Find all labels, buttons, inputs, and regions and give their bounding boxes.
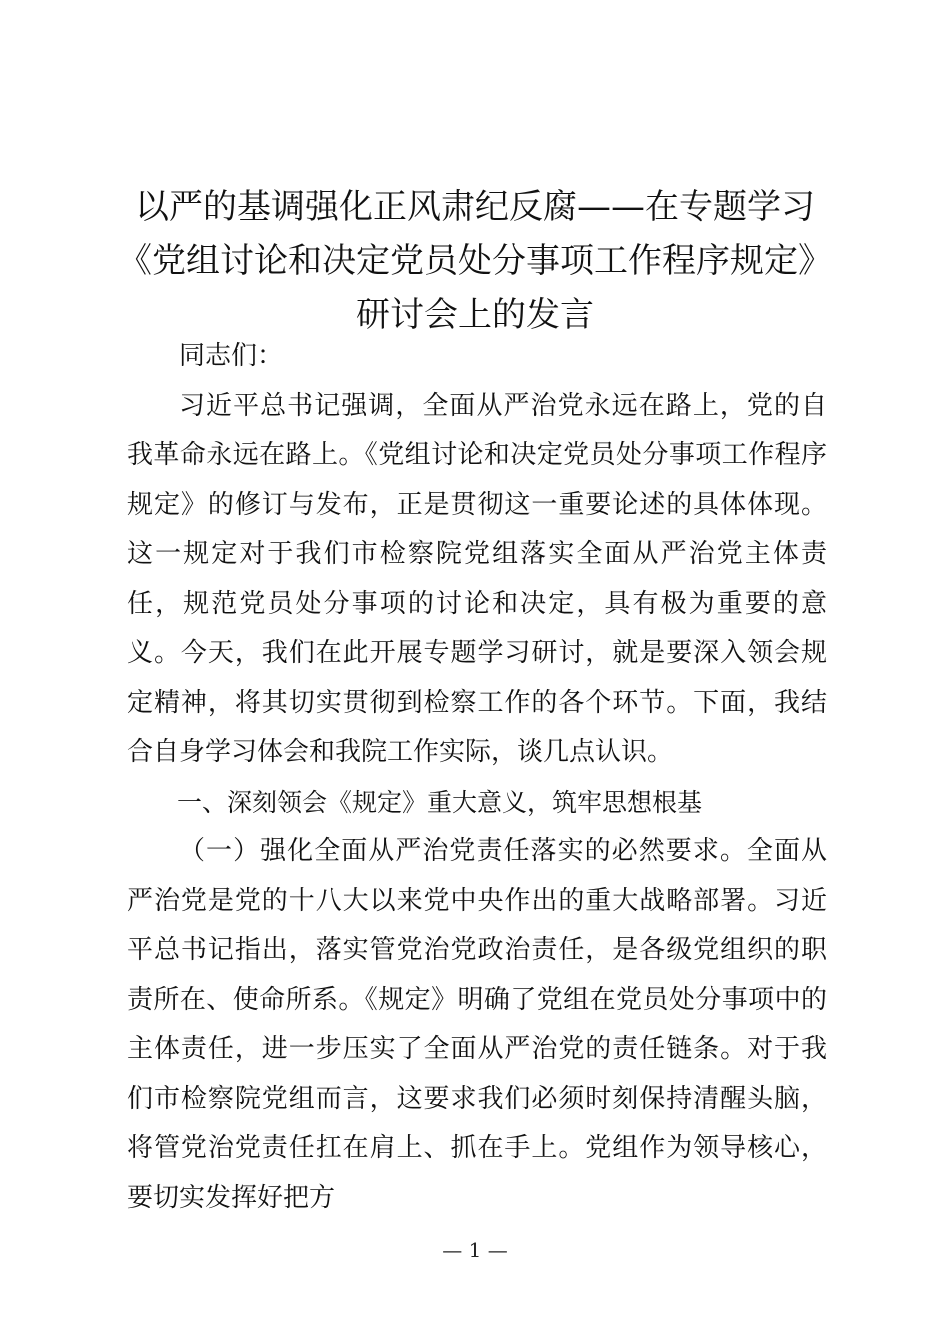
salutation: 同志们： — [179, 341, 284, 371]
section-paragraph: （一）强化全面从严治党责任落实的必然要求。全面从严治党是党的十八大以来党中央作出的重大战略部署。习近平总书记指出，落实管党治党政治责任，是各级党组织的职责所在、使命所系。《规定》明确了党组在党员处分事项中的主体责任，进一步压实了全面从严治党的责任链条。对于我们市检察院党组而言，这要求我们必须时刻保持清醒头脑，将管党治党责任扛在肩上、抓在手上。党组作为领导核心，要切实发挥好把方 — [127, 836, 827, 1213]
document-title: 以严的基调强化正风肃纪反腐——在专题学习《党组讨论和决定党员处分事项工作程序规定》研讨会上的发言 — [118, 187, 832, 335]
page-number: — 1 — — [442, 1238, 508, 1262]
intro-paragraph: 习近平总书记强调，全面从严治党永远在路上，党的自我革命永远在路上。《党组讨论和决定党员处分事项工作程序规定》的修订与发布，正是贯彻这一重要论述的具体体现。这一规定对于我们市检察院党组落实全面从严治党主体责任，规范党员处分事项的讨论和决定，具有极为重要的意义。今天，我们在此开展专题学习研讨，就是要深入领会规定精神，将其切实贯彻到检察工作的各个环节。下面，我结合自身学习体会和我院工作实际，谈几点认识。 — [127, 390, 827, 767]
document-body — [127, 332, 827, 1223]
section-heading: 一、深刻领会《规定》重大意义，筑牢思想根基 — [177, 787, 703, 817]
